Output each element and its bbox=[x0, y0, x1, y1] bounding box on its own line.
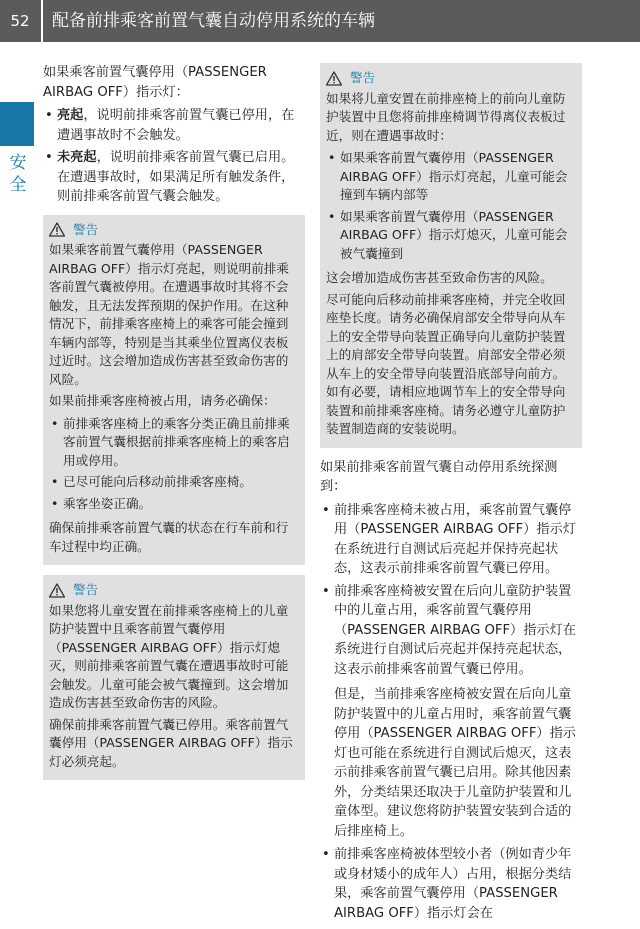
list-item: • 已尽可能向后移动前排乘客座椅。 bbox=[49, 473, 299, 492]
warning-header bbox=[49, 581, 299, 600]
warning-triangle-icon bbox=[49, 222, 65, 237]
list-item: • 前排乘客座椅未被占用，乘客前置气囊停用（PASSENGER AIRBAG OFF）指示灯在系统进行自测试后亮起并保持亮起状态，这表示前排乘客前置气囊已停用。 bbox=[320, 501, 582, 579]
list-item: • 如果乘客前置气囊停用（PASSENGER AIRBAG OFF）指示灯亮起，儿童可能会撞到车辆内部等 bbox=[326, 149, 576, 205]
warning-list bbox=[49, 415, 299, 514]
page-number: 52 bbox=[10, 12, 30, 30]
warning-paragraph: 尽可能向后移动前排乘客座椅，并完全收回座垫长度。请务必确保肩部安全带导向从车上的安全带导向装置正确导向儿童防护装置上的肩部安全带导向装置。肩部安全带必须从车上的安全带导向装置沿底部导向前方。如有必要，请相应地调节车上的安全带导向装置和前排乘客座椅。请务必遵守儿童防护装置制造商的安装说明。 bbox=[326, 291, 566, 436]
list-item-text: 前排乘客座椅被安置在后向儿童防护装置中的儿童占用，乘客前置气囊停用（PASSENGER AIRBAG OFF）指示灯在系统进行自测试后亮起并保持亮起状态，这表示前排乘客前置气囊已停用。 bbox=[334, 583, 576, 677]
warning-box bbox=[320, 63, 582, 448]
left-intro: 如果乘客前置气囊停用（PASSENGER AIRBAG OFF）指示灯： bbox=[43, 65, 267, 100]
continuation-paragraph: 但是，当前排乘客座椅被安置在后向儿童防护装置中的儿童占用时，乘客前置气囊停用（PASSENGER AIRBAG OFF）指示灯也可能在系统进行自测试后熄灭，这表示前排乘客前置气囊已启用。除其他因素外，分类结果还取决于儿童防护装置和儿童体型。建议您将防护装置安装到合适的后排座椅上。 bbox=[334, 687, 576, 839]
warning-paragraph: 如果前排乘客座椅被占用，请务必确保： bbox=[49, 393, 276, 408]
page-title: 配备前排乘客前置气囊自动停用系统的车辆 bbox=[52, 11, 375, 31]
right-column bbox=[320, 63, 582, 929]
list-item: • 如果乘客前置气囊停用（PASSENGER AIRBAG OFF）指示灯熄灭，儿童可能会被气囊撞到 bbox=[326, 208, 576, 264]
warning-paragraph: 如果您将儿童安置在前排乘客座椅上的儿童防护装置中且乘客前置气囊停用（PASSENGER AIRBAG OFF）指示灯熄灭，则前排乘客前置气囊在遭遇事故时可能会触发。儿童可能会被气囊撞到。这会增加造成伤害甚至致命伤害的风险。 bbox=[49, 602, 289, 710]
warning-paragraph: 确保前排乘客前置气囊的状态在行车前和行车过程中均正确。 bbox=[49, 520, 289, 554]
warning-triangle-icon bbox=[326, 71, 342, 86]
list-item bbox=[43, 106, 305, 145]
term-unlit: 未亮起 bbox=[57, 150, 97, 165]
list-item: • 前排乘客座椅被体型较小者（例如青少年或身材矮小的成年人）占用，根据分类结果，乘客前置气囊停用（PASSENGER AIRBAG OFF）指示灯会在 bbox=[320, 845, 582, 923]
warning-triangle-icon bbox=[49, 583, 65, 598]
warning-list bbox=[326, 149, 576, 263]
warning-title: 警告 bbox=[73, 582, 99, 597]
warning-title: 警告 bbox=[73, 221, 99, 237]
detection-list-cont bbox=[320, 845, 582, 923]
warning-paragraph: 如果将儿童安置在前排座椅上的前向儿童防护装置中且您将前排座椅调节得离仪表板过近，则在遭遇事故时： bbox=[326, 90, 566, 143]
header-divider bbox=[41, 0, 43, 42]
warning-title: 警告 bbox=[350, 70, 376, 85]
list-item-text: ，说明前排乘客前置气囊已停用，在遭遇事故时不会触发。 bbox=[57, 108, 295, 143]
warning-paragraph: 确保前排乘客前置气囊已停用。乘客前置气囊停用（PASSENGER AIRBAG OFF）指示灯必须亮起。 bbox=[49, 716, 293, 769]
detection-list bbox=[320, 501, 582, 680]
section-label: 安全 bbox=[9, 153, 27, 195]
page-header bbox=[0, 0, 640, 42]
list-item: • 乘客坐姿正确。 bbox=[49, 495, 299, 514]
term-lit: 亮起 bbox=[57, 108, 84, 123]
list-item bbox=[43, 148, 305, 207]
indicator-status-list bbox=[43, 106, 305, 207]
warning-box bbox=[43, 215, 305, 566]
warning-header bbox=[326, 69, 576, 88]
warning-paragraph: 这会增加造成伤害甚至致命伤害的风险。 bbox=[326, 270, 553, 285]
left-column bbox=[43, 63, 305, 790]
list-item: • 前排乘客座椅上的乘客分类正确且前排乘客前置气囊根据前排乘客座椅上的乘客启用或停用。 bbox=[49, 415, 299, 471]
warning-header bbox=[49, 221, 299, 240]
warning-box bbox=[43, 575, 305, 780]
list-item-text: ，说明前排乘客前置气囊已启用。在遭遇事故时，如果满足所有触发条件，则前排乘客前置气囊会触发。 bbox=[57, 150, 295, 204]
list-item bbox=[320, 582, 582, 680]
section-tab bbox=[0, 102, 34, 146]
right-intro: 如果前排乘客前置气囊自动停用系统探测到： bbox=[320, 459, 558, 494]
warning-paragraph: 如果乘客前置气囊停用（PASSENGER AIRBAG OFF）指示灯亮起，则说明前排乘客前置气囊被停用。在遭遇事故时其将不会触发，且无法发挥预期的保护作用。在这种情况下，前排乘客座椅上的乘客可能会撞到车辆内部等，特别是当其乘坐位置离仪表板过近时。这会增加造成伤害甚至致命伤害的风险。 bbox=[49, 242, 289, 387]
